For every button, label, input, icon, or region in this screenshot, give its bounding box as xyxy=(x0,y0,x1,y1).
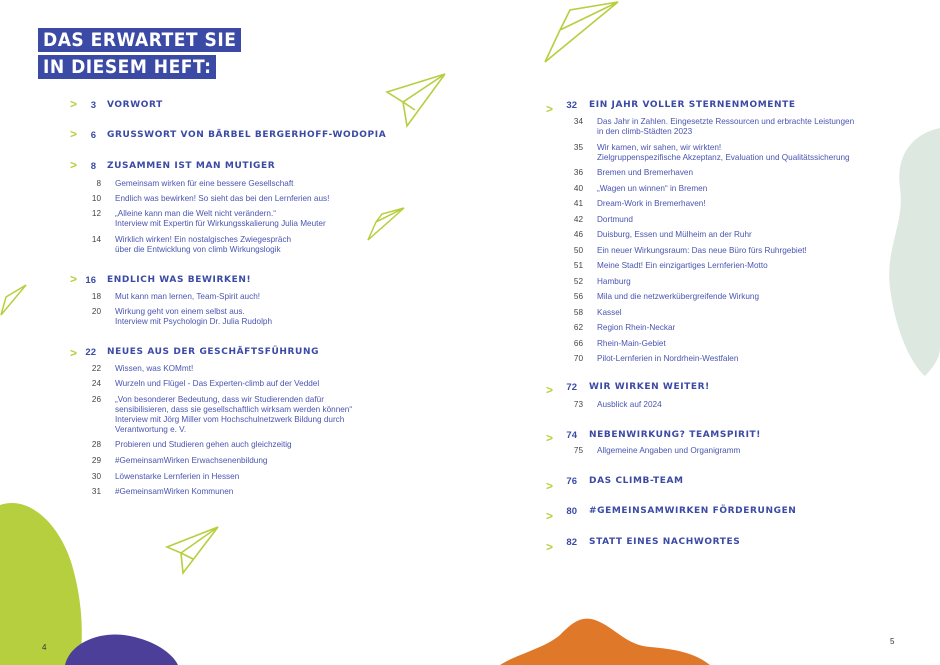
chevron-right-icon: > xyxy=(70,272,78,286)
entry-page-number: 75 xyxy=(573,446,583,455)
paper-plane-icon xyxy=(0,283,28,317)
paper-plane-icon xyxy=(385,72,447,128)
section-heading: GRUSSWORT VON BÄRBEL BERGERHOFF-WODOPIA xyxy=(107,130,387,140)
entry-page-number: 30 xyxy=(91,472,101,481)
toc-entry[interactable]: Meine Stadt! Ein einzigartiges Lernferien-Motto xyxy=(597,261,768,270)
entry-page-number: 10 xyxy=(91,194,101,203)
orange-blob-decoration xyxy=(500,615,710,665)
entry-page-number: 35 xyxy=(573,143,583,152)
entry-page-number: 62 xyxy=(573,323,583,332)
entry-page-number: 20 xyxy=(91,307,101,316)
toc-entry[interactable]: Gemeinsam wirken für eine bessere Gesellschaft xyxy=(115,179,294,188)
toc-entry[interactable]: Wissen, was KOMmt! xyxy=(115,364,194,373)
section-page-number: 74 xyxy=(566,430,577,441)
page-number-left: 4 xyxy=(42,643,47,652)
toc-entry[interactable]: Probieren und Studieren gehen auch gleichzeitig xyxy=(115,440,292,449)
entry-page-number: 24 xyxy=(91,379,101,388)
entry-page-number: 70 xyxy=(573,354,583,363)
chevron-right-icon: > xyxy=(70,158,78,172)
section-heading: ENDLICH WAS BEWIRKEN! xyxy=(107,275,252,285)
toc-entry[interactable]: Dream-Work in Bremerhaven! xyxy=(597,199,706,208)
entry-page-number: 40 xyxy=(573,184,583,193)
title-line-2: IN DIESEM HEFT: xyxy=(38,55,216,79)
toc-entry[interactable]: #GemeinsamWirken Kommunen xyxy=(115,487,234,496)
chevron-right-icon: > xyxy=(546,431,554,445)
section-heading: ZUSAMMEN IST MAN MUTIGER xyxy=(107,161,276,171)
section-heading: NEUES AUS DER GESCHÄFTSFÜHRUNG xyxy=(107,347,320,357)
entry-page-number: 73 xyxy=(573,400,583,409)
entry-page-number: 51 xyxy=(573,261,583,270)
toc-entry[interactable]: Duisburg, Essen und Mülheim an der Ruhr xyxy=(597,230,752,239)
entry-page-number: 12 xyxy=(91,209,101,218)
chevron-right-icon: > xyxy=(70,97,78,111)
toc-entry[interactable]: Wir kamen, wir sahen, wir wirkten! Zielgruppenspezifische Akzeptanz, Evaluation und Qualitätssicherung xyxy=(597,143,850,162)
toc-entry[interactable]: Endlich was bewirken! So sieht das bei den Lernferien aus! xyxy=(115,194,330,203)
entry-page-number: 52 xyxy=(573,277,583,286)
section-heading: DAS CLIMB-TEAM xyxy=(589,476,684,486)
entry-page-number: 26 xyxy=(91,395,101,404)
entry-page-number: 22 xyxy=(91,364,101,373)
section-page-number: 16 xyxy=(85,275,96,286)
toc-entry[interactable]: Hamburg xyxy=(597,277,631,286)
entry-page-number: 56 xyxy=(573,292,583,301)
entry-page-number: 50 xyxy=(573,246,583,255)
section-page-number: 6 xyxy=(90,130,96,141)
page-title xyxy=(38,28,241,82)
toc-entry[interactable]: Region Rhein-Neckar xyxy=(597,323,676,332)
entry-page-number: 14 xyxy=(91,235,101,244)
toc-entry[interactable]: Pilot-Lernferien in Nordrhein-Westfalen xyxy=(597,354,739,363)
section-page-number: 80 xyxy=(566,506,577,517)
entry-page-number: 36 xyxy=(573,168,583,177)
toc-entry[interactable]: Löwenstarke Lernferien in Hessen xyxy=(115,472,240,481)
toc-entry[interactable]: #GemeinsamWirken Erwachsenenbildung xyxy=(115,456,268,465)
entry-page-number: 8 xyxy=(96,179,101,188)
section-heading: WIR WIRKEN WEITER! xyxy=(589,382,710,392)
section-page-number: 3 xyxy=(90,100,96,111)
section-page-number: 22 xyxy=(85,347,96,358)
mint-blob-decoration xyxy=(855,128,940,378)
chevron-right-icon: > xyxy=(546,102,554,116)
entry-page-number: 18 xyxy=(91,292,101,301)
entry-page-number: 31 xyxy=(91,487,101,496)
chevron-right-icon: > xyxy=(70,127,78,141)
toc-entry[interactable]: Wirklich wirken! Ein nostalgisches Zwiegespräch über die Entwicklung von climb Wirkungslogik xyxy=(115,235,292,254)
section-page-number: 8 xyxy=(90,161,96,172)
section-page-number: 76 xyxy=(566,476,577,487)
chevron-right-icon: > xyxy=(546,509,554,523)
entry-page-number: 28 xyxy=(91,440,101,449)
toc-entry[interactable]: „Wagen un winnen“ in Bremen xyxy=(597,184,708,193)
purple-blob-decoration xyxy=(60,628,180,665)
toc-entry[interactable]: „Alleine kann man die Welt nicht verändern.“ Interview mit Expertin für Wirkungsskalierung Julia Meuter xyxy=(115,209,326,228)
chevron-right-icon: > xyxy=(546,540,554,554)
toc-entry[interactable]: Allgemeine Angaben und Organigramm xyxy=(597,446,741,455)
entry-page-number: 58 xyxy=(573,308,583,317)
title-line-1: DAS ERWARTET SIE xyxy=(38,28,241,52)
section-heading: STATT EINES NACHWORTES xyxy=(589,537,741,547)
toc-entry[interactable]: Ausblick auf 2024 xyxy=(597,400,662,409)
toc-entry[interactable]: Mut kann man lernen, Team-Spirit auch! xyxy=(115,292,261,301)
paper-plane-icon xyxy=(165,525,220,575)
toc-entry[interactable]: Ein neuer Wirkungsraum: Das neue Büro fürs Ruhrgebiet! xyxy=(597,246,807,255)
toc-entry[interactable]: Kassel xyxy=(597,308,622,317)
toc-entry[interactable]: Wurzeln und Flügel - Das Experten-climb auf der Veddel xyxy=(115,379,320,388)
chevron-right-icon: > xyxy=(70,346,78,360)
section-page-number: 32 xyxy=(566,100,577,111)
entry-page-number: 29 xyxy=(91,456,101,465)
toc-entry[interactable]: Mila und die netzwerkübergreifende Wirkung xyxy=(597,292,760,301)
toc-entry[interactable]: „Von besonderer Bedeutung, dass wir Studierenden dafür sensibilisieren, dass sie gesellschaftlich wirksam werden können“ Interview mit Jörg Miller vom Hochschulnetzwerk Bildung durch Verantwortung e. V. xyxy=(115,395,353,434)
section-heading: NEBENWIRKUNG? TEAMSPIRIT! xyxy=(589,430,761,440)
entry-page-number: 41 xyxy=(573,199,583,208)
paper-plane-icon xyxy=(540,0,620,65)
toc-entry[interactable]: Bremen und Bremerhaven xyxy=(597,168,694,177)
section-heading: #GEMEINSAMWIRKEN FÖRDERUNGEN xyxy=(589,506,797,516)
entry-page-number: 34 xyxy=(573,117,583,126)
entry-page-number: 46 xyxy=(573,230,583,239)
toc-entry[interactable]: Wirkung geht von einem selbst aus. Interview mit Psychologin Dr. Julia Rudolph xyxy=(115,307,272,326)
entry-page-number: 42 xyxy=(573,215,583,224)
page-number-right: 5 xyxy=(890,637,895,646)
toc-entry[interactable]: Rhein-Main-Gebiet xyxy=(597,339,666,348)
chevron-right-icon: > xyxy=(546,479,554,493)
chevron-right-icon: > xyxy=(546,383,554,397)
entry-page-number: 66 xyxy=(573,339,583,348)
section-heading: VORWORT xyxy=(107,100,163,110)
toc-entry[interactable]: Das Jahr in Zahlen. Eingesetzte Ressourcen und erbrachte Leistungen in den climb-Städten 2023 xyxy=(597,117,855,136)
toc-entry[interactable]: Dortmund xyxy=(597,215,633,224)
section-heading: EIN JAHR VOLLER STERNENMOMENTE xyxy=(589,100,796,110)
section-page-number: 82 xyxy=(566,537,577,548)
section-page-number: 72 xyxy=(566,382,577,393)
